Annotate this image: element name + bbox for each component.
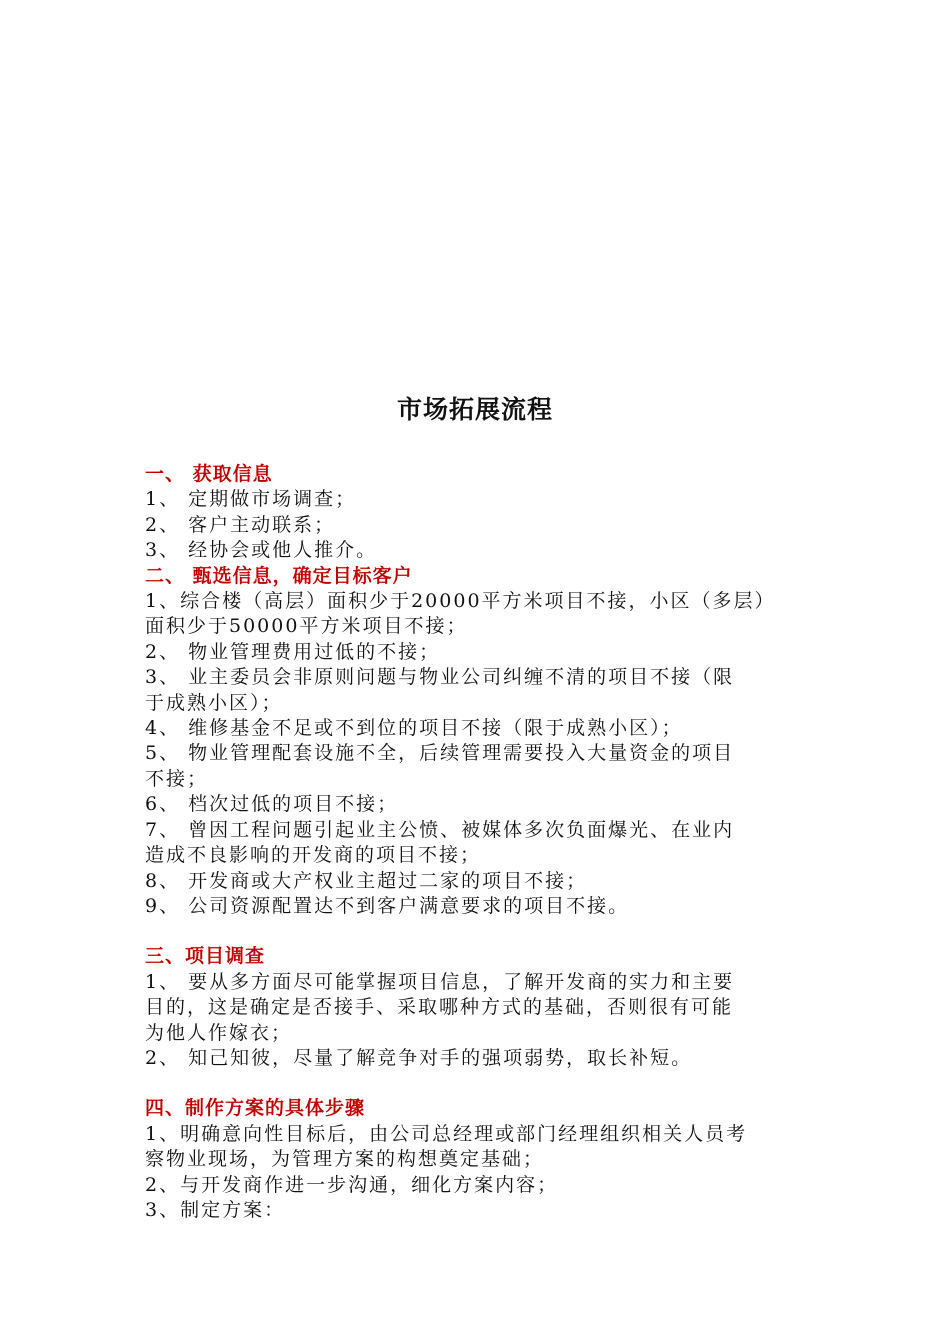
section-heading: 三、项目调查 xyxy=(145,945,266,968)
list-item: 于成熟小区）； xyxy=(145,691,283,714)
list-item: 1、明确意向性目标后，由公司总经理或部门经理组织相关人员考 xyxy=(145,1122,748,1145)
list-item: 3、 经协会或他人推介。 xyxy=(145,539,378,562)
section-project-survey xyxy=(145,944,810,1071)
document-body xyxy=(145,462,810,1223)
list-item: 1、 定期做市场调查； xyxy=(145,488,357,511)
list-item: 8、 开发商或大产权业主超过二家的项目不接； xyxy=(145,869,588,892)
list-item: 9、 公司资源配置达不到客户满意要求的项目不接。 xyxy=(145,894,630,917)
section-heading: 一、 获取信息 xyxy=(145,463,273,485)
section-screen-info xyxy=(145,564,810,920)
list-item: 7、 曾因工程问题引起业主公愤、被媒体多次负面爆光、在业内 xyxy=(145,818,735,841)
list-item: 目的，这是确定是否接手、采取哪种方式的基础，否则很有可能 xyxy=(145,996,734,1019)
list-item: 察物业现场，为管理方案的构想奠定基础； xyxy=(145,1148,545,1171)
list-item: 2、 客户主动联系； xyxy=(145,513,336,536)
section-heading: 二、 甄选信息，确定目标客户 xyxy=(145,564,413,587)
list-item: 3、 业主委员会非原则问题与物业公司纠缠不清的项目不接（限 xyxy=(145,666,735,689)
list-item: 4、 维修基金不足或不到位的项目不接（限于成熟小区）； xyxy=(145,717,683,740)
list-item: 6、 档次过低的项目不接； xyxy=(145,793,399,816)
list-item: 2、与开发商作进一步沟通，细化方案内容； xyxy=(145,1173,559,1196)
section-spacer xyxy=(145,1071,810,1096)
section-obtain-info xyxy=(145,462,810,564)
list-item: 不接； xyxy=(145,767,209,790)
list-item: 3、制定方案： xyxy=(145,1198,286,1221)
list-item: 5、 物业管理配套设施不全，后续管理需要投入大量资金的项目 xyxy=(145,742,735,765)
list-item: 1、 要从多方面尽可能掌握项目信息，了解开发商的实力和主要 xyxy=(145,970,735,993)
list-item: 为他人作嫁衣； xyxy=(145,1021,293,1044)
section-plan-steps xyxy=(145,1096,810,1223)
section-heading: 四、制作方案的具体步骤 xyxy=(145,1097,366,1120)
section-spacer xyxy=(145,919,810,944)
document-title: 市场拓展流程 xyxy=(396,395,553,424)
list-item: 面积少于50000平方米项目不接； xyxy=(145,615,468,638)
list-item: 1、综合楼（高层）面积少于20000平方米项目不接，小区（多层） xyxy=(145,590,776,613)
list-item: 造成不良影响的开发商的项目不接； xyxy=(145,844,482,867)
list-item: 2、 知己知彼，尽量了解竞争对手的强项弱势，取长补短。 xyxy=(145,1046,693,1069)
list-item: 2、 物业管理费用过低的不接； xyxy=(145,640,441,663)
